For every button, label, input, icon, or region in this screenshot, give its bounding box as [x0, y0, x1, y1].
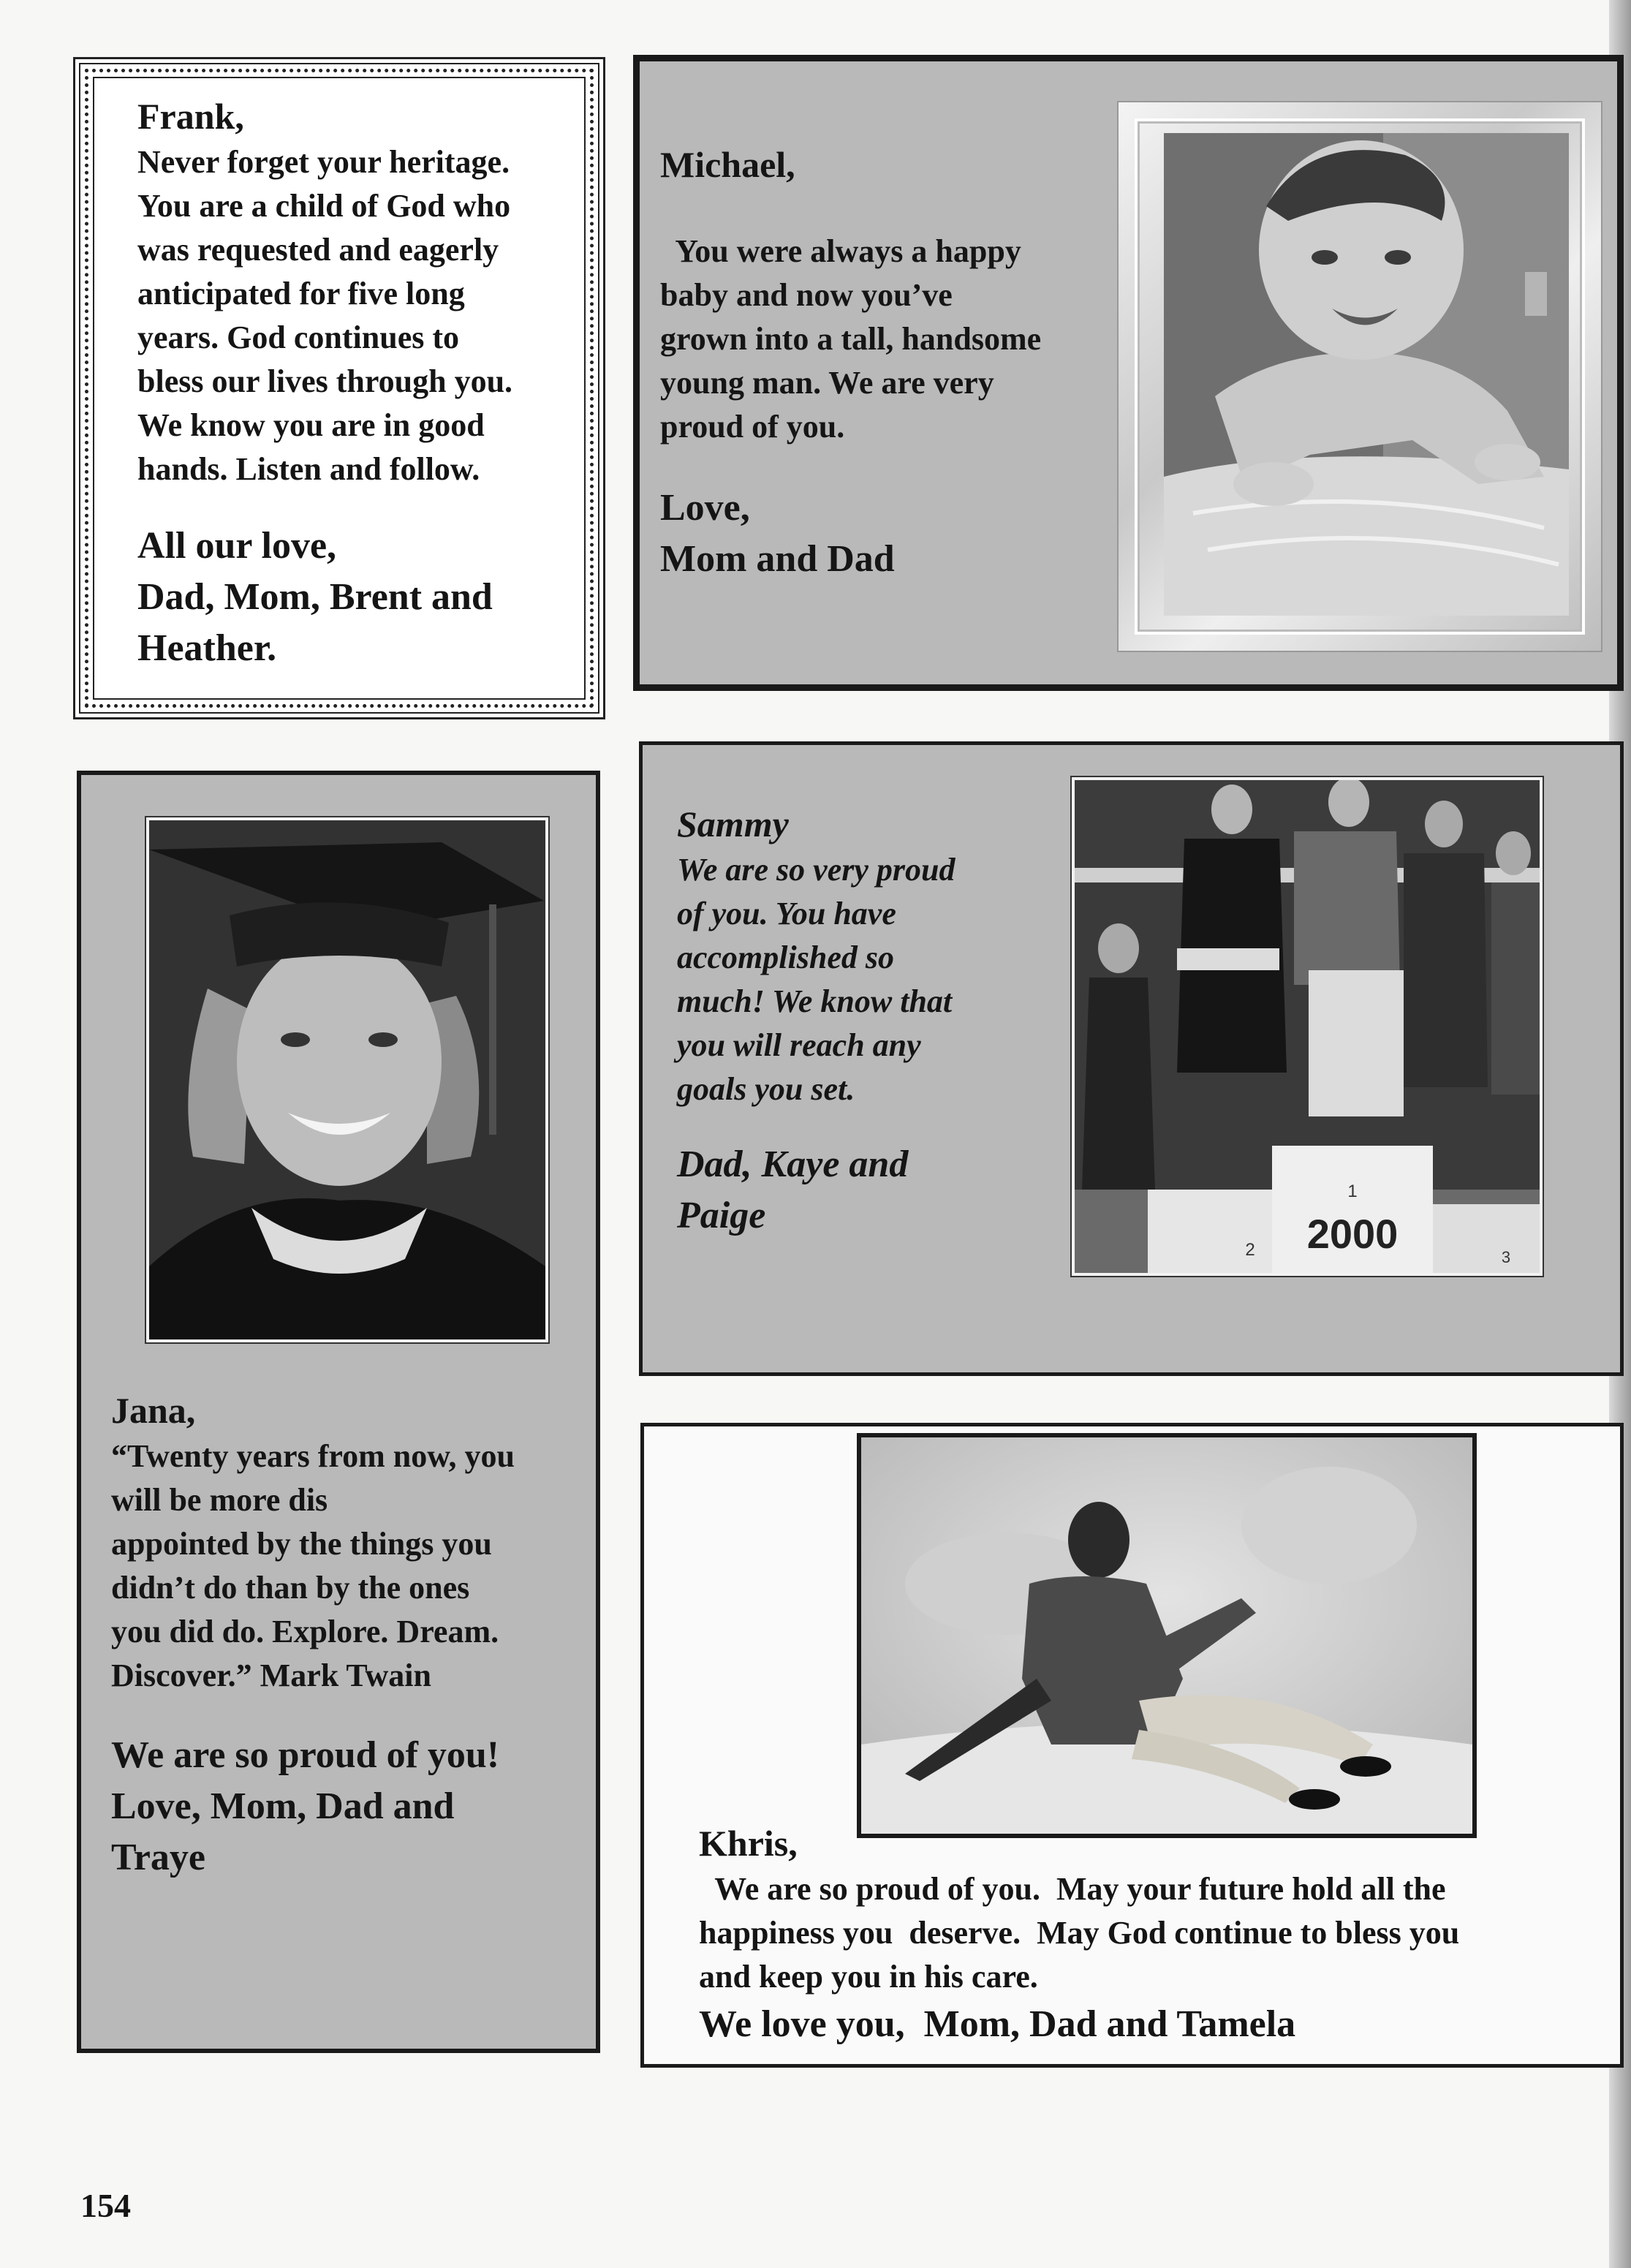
message-line: and keep you in his care.	[699, 1959, 1038, 1995]
signature-line: We are so proud of you!	[111, 1734, 500, 1776]
michael-salutation: Michael,	[660, 144, 795, 185]
message-line: appointed by the things you	[111, 1526, 492, 1562]
message-line: you will reach any	[677, 1027, 921, 1063]
message-line: baby and now you’ve	[660, 277, 953, 313]
message-line: proud of you.	[660, 409, 845, 445]
message-line: accomplished so	[677, 940, 894, 975]
signature-line: Dad, Mom, Brent and	[137, 576, 493, 618]
podium-place-2: 2	[1245, 1240, 1255, 1260]
khris-message	[699, 1819, 1605, 2050]
baby-photo	[1164, 133, 1569, 616]
podium-place-3: 3	[1501, 1248, 1511, 1266]
message-line: you did do. Explore. Dream.	[111, 1614, 499, 1649]
message-line: Discover.” Mark Twain	[111, 1657, 431, 1693]
page-number: 154	[80, 2187, 131, 2224]
message-line: Never forget your heritage.	[137, 144, 510, 180]
message-line: We know you are in good	[137, 407, 485, 443]
portrait-photo	[857, 1433, 1477, 1838]
signature-line: We love you, Mom, Dad and Tamela	[699, 2003, 1296, 2045]
signature-line: All our love,	[137, 525, 337, 567]
message-line: much! We know that	[677, 983, 953, 1019]
sammy-salutation: Sammy	[677, 804, 789, 844]
podium-year-text: 2000	[1306, 1211, 1399, 1257]
message-line: grown into a tall, handsome	[660, 321, 1042, 357]
message-line: hands. Listen and follow.	[137, 451, 480, 487]
jana-salutation: Jana,	[111, 1390, 196, 1431]
message-line: “Twenty years from now, you	[111, 1438, 515, 1474]
message-line: years. God continues to	[137, 320, 459, 355]
signature-line: Traye	[111, 1837, 205, 1878]
message-line: happiness you deserve. May God continue to bless you	[699, 1915, 1460, 1951]
signature-line: Mom and Dad	[660, 538, 895, 580]
signature-line: Dad, Kaye and	[677, 1144, 909, 1185]
podium-photo	[1072, 777, 1543, 1276]
sammy-message	[677, 800, 1086, 1241]
message-line: We are so proud of you. May your future hold all the	[699, 1871, 1446, 1907]
signature-line: Love, Mom, Dad and	[111, 1785, 455, 1827]
message-line: of you. You have	[677, 896, 896, 931]
message-line: goals you set.	[677, 1071, 855, 1107]
signature-line: Love,	[660, 487, 750, 529]
message-line: will be more dis	[111, 1482, 328, 1518]
message-line: young man. We are very	[660, 365, 994, 401]
signature-line: Heather.	[137, 627, 277, 669]
khris-salutation: Khris,	[699, 1823, 798, 1864]
frank-message	[137, 92, 591, 674]
message-line: We are so very proud	[677, 852, 955, 888]
podium-place-1: 1	[1347, 1182, 1358, 1201]
jana-message	[111, 1386, 594, 1883]
message-line: bless our lives through you.	[137, 363, 513, 399]
michael-message	[660, 140, 1128, 585]
signature-line: Paige	[677, 1195, 766, 1236]
message-line: didn’t do than by the ones	[111, 1570, 470, 1606]
message-line: You were always a happy	[660, 233, 1021, 269]
message-line: anticipated for five long	[137, 276, 465, 311]
graduation-photo	[146, 817, 548, 1342]
message-line: You are a child of God who	[137, 188, 511, 224]
frank-salutation: Frank,	[137, 96, 244, 137]
message-line: was requested and eagerly	[137, 232, 499, 268]
